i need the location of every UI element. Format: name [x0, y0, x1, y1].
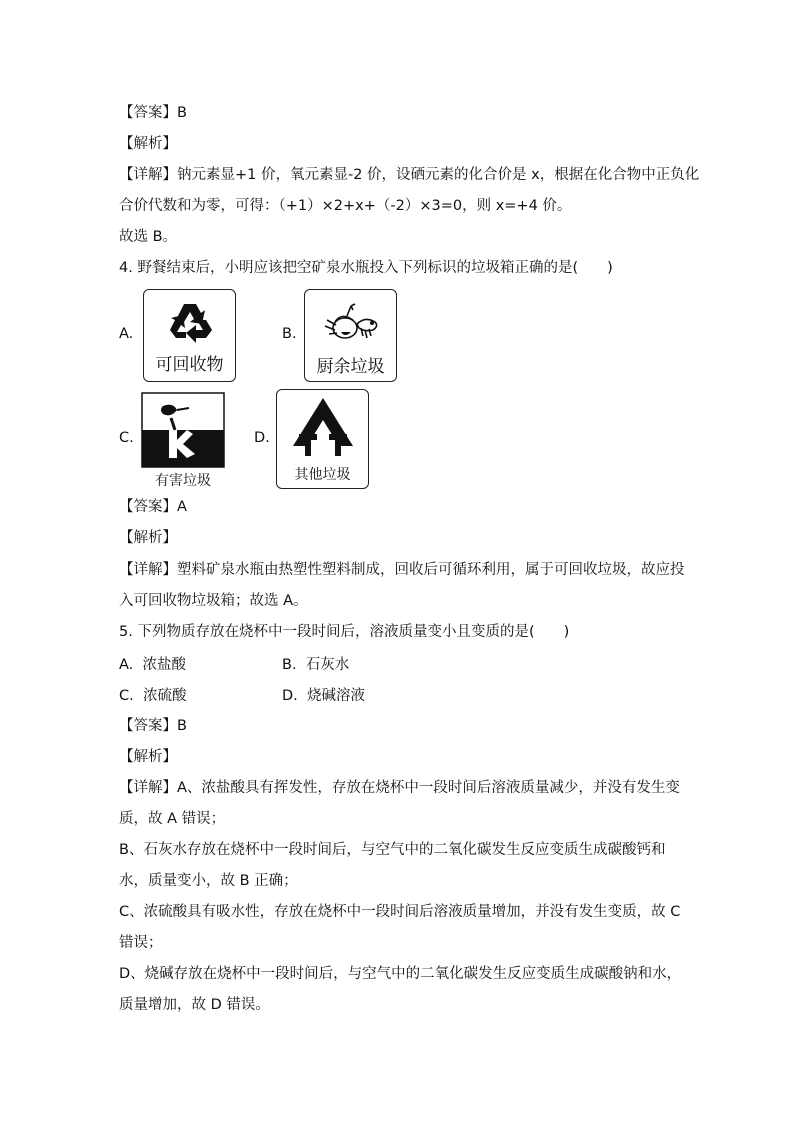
- q5-option-b: [282, 653, 349, 674]
- q4-option-d-sign: [276, 389, 369, 489]
- q4-answer: 【答案】A: [119, 499, 187, 515]
- q5-detail-line-3: B、石灰水存放在烧杯中一段时间后，与空气中的二氧化碳发生反应变质生成碳酸钙和: [119, 842, 666, 858]
- q4-option-a-label: 可回收物: [155, 355, 224, 375]
- q3-answer: 【答案】B: [119, 105, 187, 121]
- q4-option-b-letter: B.: [282, 326, 297, 342]
- q4-option-d-letter: D.: [254, 430, 270, 446]
- q5-option-d-text: 烧碱溶液: [307, 688, 365, 704]
- q5-detail-line-7: D、烧碱存放在烧杯中一段时间后，与空气中的二氧化碳发生反应变质生成碳酸钠和水，: [119, 966, 682, 982]
- q4-option-d-label: 其他垃圾: [294, 467, 351, 483]
- q4-analysis-heading: 【解析】: [119, 530, 177, 546]
- q5-option-a-text: 浓盐酸: [142, 657, 186, 673]
- q5-detail-line-8: 质量增加，故 D 错误。: [119, 997, 270, 1013]
- q5-option-c: [119, 684, 186, 705]
- q3-detail-line-2: 合价代数和为零，可得：（+1）×2+x+（-2）×3=0，则 x=+4 价。: [119, 198, 572, 214]
- q3-analysis-heading: 【解析】: [119, 136, 177, 152]
- food-waste-icon: [305, 292, 398, 352]
- q3-detail-line-1: 【详解】钠元素显+1 价，氧元素显-2 价，设硒元素的化合价是 x，根据在化合物中正负化: [119, 167, 700, 183]
- q4-option-b-sign: [304, 289, 397, 382]
- q5-detail-line-1: 【详解】A、浓盐酸具有挥发性，存放在烧杯中一段时间后溶液质量减少，并没有发生变: [119, 780, 680, 796]
- q5-option-c-letter: C.: [119, 688, 134, 704]
- q5-detail-line-5: C、浓硫酸具有吸水性，存放在烧杯中一段时间后溶液质量增加，并没有发生变质，故 C: [119, 904, 681, 920]
- q5-detail-line-4: 水，质量变小，故 B 正确；: [119, 873, 298, 889]
- q4-stem: 4. 野餐结束后，小明应该把空矿泉水瓶投入下列标识的垃圾箱正确的是( ): [119, 260, 613, 276]
- q5-option-a-letter: A.: [119, 657, 134, 673]
- q4-detail-line-1: 【详解】塑料矿泉水瓶由热塑性塑料制成，回收后可循环利用，属于可回收垃圾，故应投: [119, 562, 685, 578]
- q5-option-d-letter: D.: [282, 688, 298, 704]
- q5-analysis-heading: 【解析】: [119, 749, 177, 765]
- q5-option-b-letter: B.: [282, 657, 297, 673]
- q5-option-a: [119, 653, 186, 674]
- q4-detail-line-2: 入可回收物垃圾箱；故选 A。: [119, 593, 308, 609]
- q4-option-c-sign: [141, 392, 225, 489]
- q5-answer: 【答案】B: [119, 718, 187, 734]
- q5-option-c-text: 浓硫酸: [142, 688, 187, 704]
- q4-option-a-sign: [143, 289, 236, 382]
- q5-option-b-text: 石灰水: [305, 657, 350, 673]
- q4-option-c-label: 有害垃圾: [155, 473, 211, 489]
- hazardous-waste-icon: [141, 392, 225, 468]
- q4-option-b-label: 厨余垃圾: [316, 357, 385, 377]
- q4-option-a-letter: A.: [119, 326, 134, 342]
- other-waste-icon: [277, 394, 370, 462]
- q4-option-c-letter: C.: [119, 430, 134, 446]
- q5-detail-line-2: 质，故 A 错误；: [119, 811, 226, 827]
- q3-conclusion: 故选 B。: [119, 229, 178, 245]
- recycle-icon: [144, 294, 237, 349]
- q5-stem: 5. 下列物质存放在烧杯中一段时间后，溶液质量变小且变质的是( ): [119, 624, 570, 640]
- q5-option-d: [282, 684, 365, 705]
- q5-detail-line-6: 错误；: [119, 935, 163, 951]
